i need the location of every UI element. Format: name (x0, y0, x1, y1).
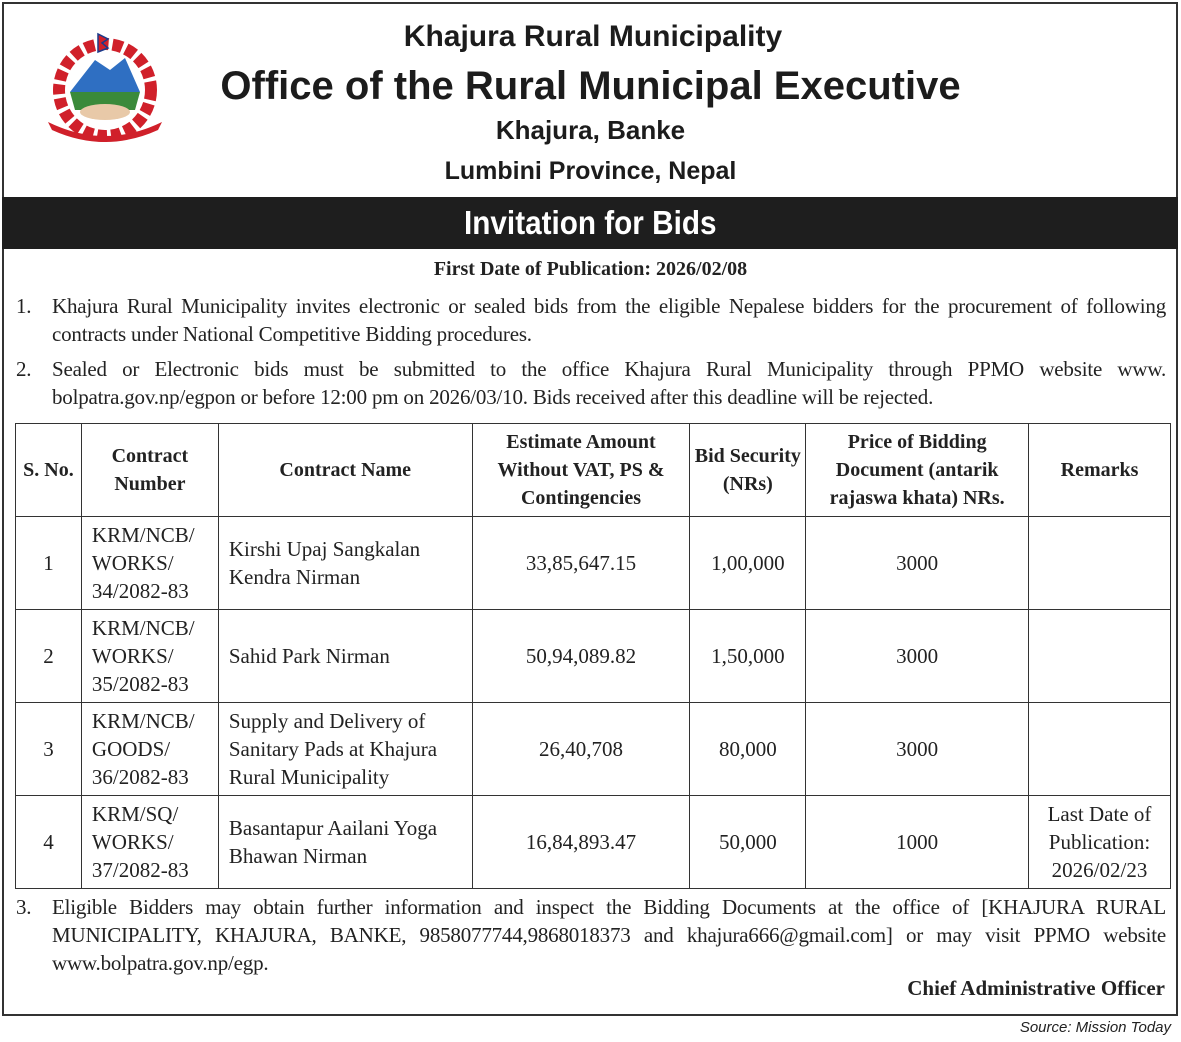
header-contract-number: Contract Number (81, 424, 218, 517)
paragraph-number: 1. (16, 294, 32, 318)
cell-contract-number: KRM/NCB/ GOODS/ 36/2082-83 (81, 703, 218, 796)
header-estimate: Estimate Amount Without VAT, PS & Contingencies (472, 424, 690, 517)
cell-remarks: Last Date of Publication: 2026/02/23 (1029, 796, 1171, 889)
cell-remarks (1029, 517, 1171, 610)
cell-bid-security: 50,000 (690, 796, 806, 889)
cell-bid-security: 1,00,000 (690, 517, 806, 610)
paragraph-number: 3. (16, 895, 32, 919)
paragraph-2 (16, 355, 1166, 411)
cell-doc-price: 3000 (806, 703, 1029, 796)
cell-bid-security: 80,000 (690, 703, 806, 796)
cell-sno: 2 (16, 610, 82, 703)
cell-sno: 3 (16, 703, 82, 796)
municipality-name: Khajura Rural Municipality (403, 20, 783, 53)
office-title: Office of the Rural Municipal Executive (220, 64, 961, 108)
cell-contract-number: KRM/NCB/ WORKS/ 35/2082-83 (81, 610, 218, 703)
cell-estimate: 50,94,089.82 (472, 610, 690, 703)
header-bid-security: Bid Security (NRs) (690, 424, 806, 517)
paragraph-3 (16, 893, 1166, 977)
header-contract-name: Contract Name (218, 424, 472, 517)
cell-contract-name: Sahid Park Nirman (218, 610, 472, 703)
paragraph-number: 2. (16, 357, 32, 381)
table-row (16, 703, 1171, 796)
paragraph-text: Eligible Bidders may obtain further information and inspect the Bidding Documents at the office of [KHAJURA RURAL MUNICIPALITY, KHAJURA, BANKE, 9858077744,9868018373 and khajura666@gmail.com] or may visit PPMO website www.bolpatra.gov.np/egp. (52, 895, 1166, 975)
banner-title: Invitation for Bids (463, 204, 717, 241)
table-header-row (16, 424, 1171, 517)
header-sno: S. No. (16, 424, 82, 517)
table-row (16, 796, 1171, 889)
cell-contract-name: Supply and Delivery of Sanitary Pads at Khajura Rural Municipality (218, 703, 472, 796)
header-doc-price: Price of Bidding Document (antarik rajaswa khata) NRs. (806, 424, 1029, 517)
cell-remarks (1029, 610, 1171, 703)
cell-estimate: 26,40,708 (472, 703, 690, 796)
signature: Chief Administrative Officer (907, 976, 1165, 1000)
cell-contract-number: KRM/NCB/ WORKS/ 34/2082-83 (81, 517, 218, 610)
cell-sno: 4 (16, 796, 82, 889)
invitation-banner (2, 197, 1178, 249)
bids-table (15, 423, 1171, 889)
cell-contract-name: Kirshi Upaj Sangkalan Kendra Nirman (218, 517, 472, 610)
province: Lumbini Province, Nepal (444, 157, 737, 185)
cell-estimate: 16,84,893.47 (472, 796, 690, 889)
paragraph-text: Sealed or Electronic bids must be submitted to the office Khajura Rural Municipality through PPMO website www. bolpatra.gov.np/egpon or before 12:00 pm on 2026/03/10. Bids received after this deadline will be rejected. (52, 357, 1166, 409)
header-remarks: Remarks (1029, 424, 1171, 517)
cell-doc-price: 3000 (806, 610, 1029, 703)
source-credit: Source: Mission Today (1019, 1019, 1171, 1036)
publication-date: First Date of Publication: 2026/02/08 (433, 258, 748, 280)
cell-contract-number: KRM/SQ/ WORKS/ 37/2082-83 (81, 796, 218, 889)
paragraph-1 (16, 292, 1166, 348)
cell-doc-price: 3000 (806, 517, 1029, 610)
cell-remarks (1029, 703, 1171, 796)
cell-sno: 1 (16, 517, 82, 610)
cell-doc-price: 1000 (806, 796, 1029, 889)
cell-contract-name: Basantapur Aailani Yoga Bhawan Nirman (218, 796, 472, 889)
cell-estimate: 33,85,647.15 (472, 517, 690, 610)
table-row (16, 517, 1171, 610)
table-row (16, 610, 1171, 703)
paragraph-text: Khajura Rural Municipality invites electronic or sealed bids from the eligible Nepalese bidders for the procurement of following contracts under National Competitive Bidding procedures. (52, 294, 1166, 346)
office-location: Khajura, Banke (495, 115, 686, 145)
cell-bid-security: 1,50,000 (690, 610, 806, 703)
